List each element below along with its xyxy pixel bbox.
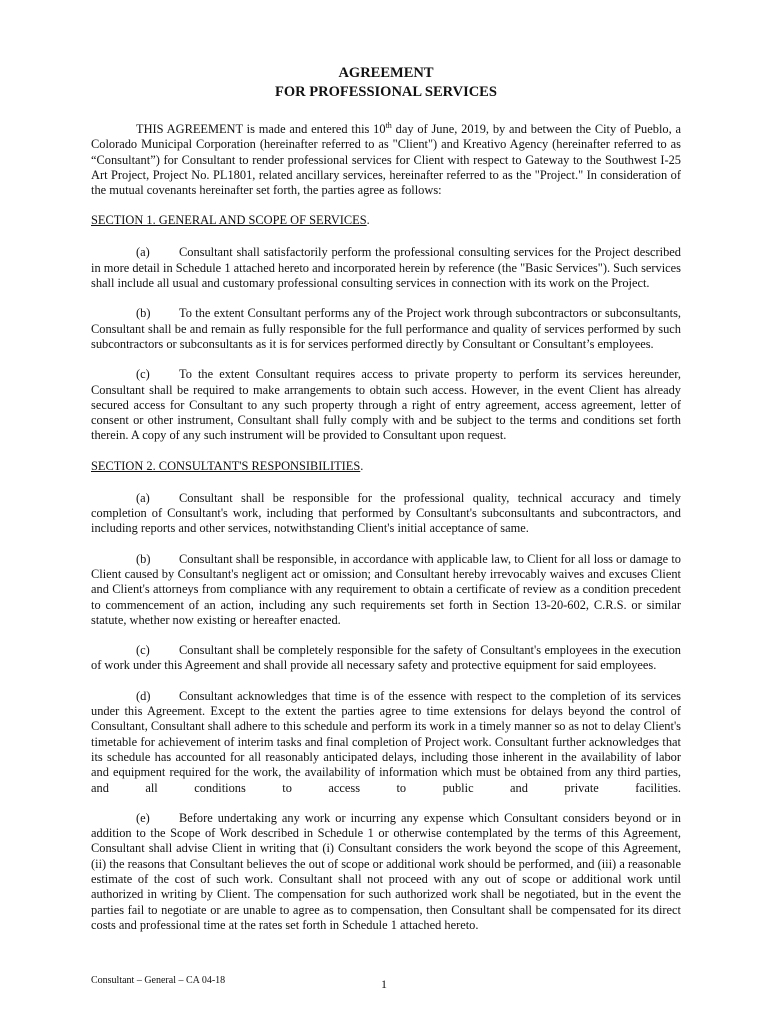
clause-label: (c) (136, 643, 150, 658)
section-1-c: (c) To the extent Consultant requires access to private property to perform its services hereunder, Consultant shall be required to make arrangements to obtain such access. However, in the event Client has already secured access for Consultant to any such property through a right of entry agreement, access agreement, letter of consent or other instrument, Consultant shall fully comply with and be subject to the terms and conditions set forth therein. A copy of any such instrument will be provided to Consultant upon request. (91, 367, 681, 443)
section-2-a: (a) Consultant shall be responsible for the professional quality, technical accuracy and timely completion of Consultant's work, including that performed by Consultant's subconsultants and subcontractors, and including reports and other services, notwithstanding Client's initial acceptance of same. (91, 490, 681, 536)
page-number: 1 (381, 977, 387, 991)
title-line-1: AGREEMENT (338, 65, 434, 81)
section-1-a: (a) Consultant shall satisfactorily perform the professional consulting services for the Project described in more detail in Schedule 1 attached hereto and incorporated herein by reference (the "Basic Services"). Such services shall include all usual and customary professional consulting services in connection with its work on the Project. (91, 245, 681, 291)
footer-form-id: Consultant – General – CA 04-18 (91, 975, 226, 986)
title-line-2: FOR PROFESSIONAL SERVICES (275, 84, 497, 100)
section-2-c: (c) Consultant shall be completely responsible for the safety of Consultant's employees in the execution of work under this Agreement and shall provide all necessary safety and protective equipment for said employees. (91, 643, 681, 673)
intro-paragraph: THIS AGREEMENT is made and entered this 10th day of June, 2019, by and between the City of Pueblo, a Colorado Municipal Corporation (hereinafter referred to as "Client") and Kreativo Agency (hereinafter referred to as “Consultant”) for Consultant to render professional services for Client with respect to Gateway to the Southwest I-25 Art Project, Project No. PL1801, related ancillary services, hereinafter referred to as the "Project." In consideration of the mutual covenants hereinafter set forth, the parties agree as follows: (91, 120, 682, 198)
section-1-b: (b) To the extent Consultant performs any of the Project work through subcontractors or subconsultants, Consultant shall be and remain as fully responsible for the full performance and quality of services performed by such subcontractors or subconsultants as it is for services performed directly by Consultant or Consultant’s employees. (91, 306, 681, 351)
clause-label: (a) (136, 490, 150, 505)
clause-label: (a) (136, 245, 150, 260)
ordinal-suffix: th (385, 120, 392, 130)
section-2-b: (b) Consultant shall be responsible, in accordance with applicable law, to Client for all loss or damage to Client caused by Consultant's negligent act or omission; and Consultant hereby irrevocably waives and excuses Client and Client's attorneys from compliance with any requirement to obtain a certificate of review as a condition precedent to commencement of an action, including any such requirements set forth in Section 13-20-602, C.R.S. or similar statute, whether now existing or hereafter enacted. (91, 551, 681, 627)
clause-label: (d) (136, 688, 151, 703)
clause-label: (b) (136, 551, 151, 566)
section-1-heading: SECTION 1. GENERAL AND SCOPE OF SERVICES. (91, 213, 370, 228)
document-page (91, 64, 681, 948)
clause-label: (b) (136, 306, 151, 321)
clause-label: (c) (136, 367, 150, 382)
clause-label: (e) (136, 810, 150, 825)
section-2-heading: SECTION 2. CONSULTANT'S RESPONSIBILITIES. (91, 458, 364, 473)
section-2-e: (e) Before undertaking any work or incurring any expense which Consultant considers beyond or in addition to the Scope of Work described in Schedule 1 or otherwise contemplated by the terms of this Agreement, Consultant shall advise Client in writing that (i) Consultant considers the work beyond the scope of this Agreement, (ii) the reasons that Consultant believes the out of scope or additional work should be performed, and (iii) a reasonable estimate of the cost of such work. Consultant shall not proceed with any out of scope or additional work until authorized in writing by Client. The compensation for such authorized work shall be negotiated, but in the event the parties fail to negotiate or are unable to agree as to compensation, then Consultant shall be compensated for its direct costs and professional time at the rates set forth in Schedule 1 attached hereto. (91, 810, 681, 932)
section-2-d: (d) Consultant acknowledges that time is of the essence with respect to the completion of its services under this Agreement. Except to the extent the parties agree to time extensions for delays beyond the control of Consultant, Consultant shall adhere to this schedule and perform its work in a timely manner so as not to delay Client's timetable for achievement of interim tasks and final completion of Project work. Consultant further acknowledges that its schedule has accounted for all reasonably anticipated delays, including those inherent in the availability of labor and equipment required for the work, the availability of information which must be obtained from any third parties, and all conditions to access to public and private facilities. (91, 688, 681, 795)
